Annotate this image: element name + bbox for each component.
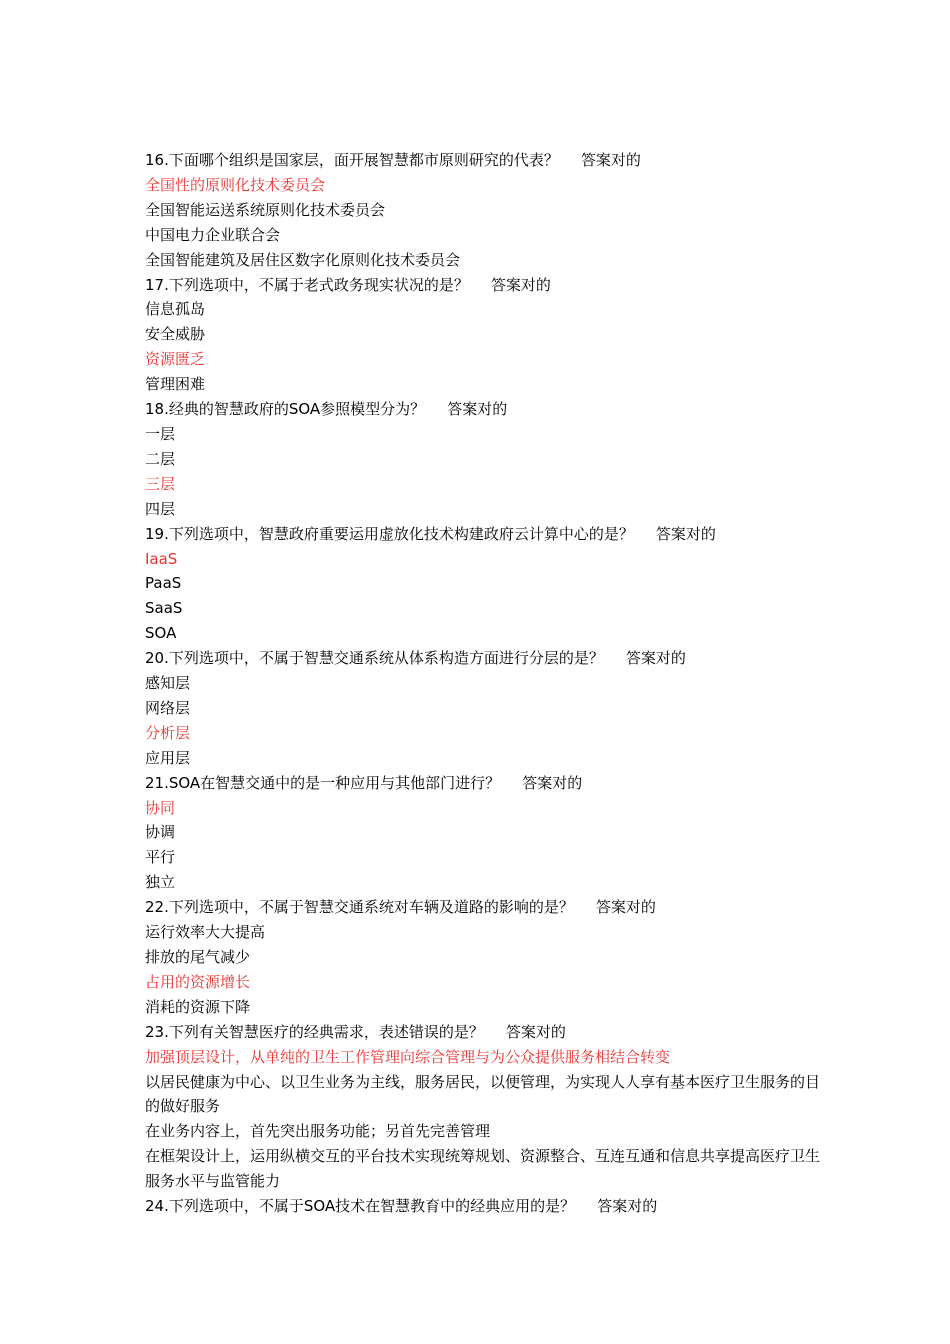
question-text: 24.下列选项中，不属于SOA技术在智慧教育中的经典应用的是？ (145, 1197, 576, 1216)
option: 一层 (145, 424, 176, 443)
question-text: 22.下列选项中，不属于智慧交通系统对车辆及道路的影响的是？ (145, 898, 574, 917)
question-text: 23.下列有关智慧医疗的经典需求，表述错误的是？ (145, 1022, 484, 1041)
option: 网络层 (145, 698, 191, 717)
option-correct: IaaS (145, 549, 178, 568)
option: 运行效率大大提高 (145, 923, 266, 942)
quiz-content (145, 148, 825, 1219)
option: SaaS (145, 599, 183, 618)
option: 安全威胁 (145, 325, 206, 344)
question-text: 17.下列选项中，不属于老式政务现实状况的是？ (145, 275, 469, 294)
option: 管理困难 (145, 375, 206, 394)
answer-tag: 答案对的 (655, 524, 716, 543)
question-text: 19.下列选项中，智慧政府重要运用虚放化技术构建政府云计算中心的是？ (145, 524, 634, 543)
option: 排放的尾气减少 (145, 948, 251, 966)
question-text: 20.下列选项中，不属于智慧交通系统从体系构造方面进行分层的是？ (145, 649, 604, 668)
question-6 (145, 771, 825, 796)
option-correct: 加强顶层设计，从单纯的卫生工作管理向综合管理与为公众提供服务相结合转变 (145, 1047, 671, 1066)
question-2 (145, 273, 825, 298)
option-correct: 协同 (145, 798, 176, 817)
answer-tag: 答案对的 (595, 898, 656, 917)
question-text: 16.下面哪个组织是国家层，面开展智慧都市原则研究的代表？ (145, 151, 559, 169)
option-correct: 全国性的原则化技术委员会 (145, 175, 326, 194)
option: 消耗的资源下降 (145, 997, 251, 1016)
question-4 (145, 522, 825, 547)
question-text: 21.SOA在智慧交通中的是一种应用与其他部门进行？ (145, 773, 501, 792)
option: 在框架设计上，运用纵横交互的平台技术实现统筹规划、资源整合、互连互通和信息共享提高医疗卫生服务水平与监管能力 (145, 1147, 821, 1191)
option: 全国智能建筑及居住区数字化原则化技术委员会 (145, 250, 461, 269)
answer-tag: 答案对的 (597, 1197, 658, 1216)
option: 以居民健康为中心、以卫生业务为主线，服务居民，以便管理，为实现人人享有基本医疗卫生服务的目的做好服务 (145, 1072, 821, 1116)
question-9 (145, 1194, 825, 1219)
option: 独立 (145, 873, 176, 892)
option-correct: 资源匮乏 (145, 350, 206, 369)
question-text: 18.经典的智慧政府的SOA参照模型分为？ (145, 400, 426, 419)
option: 平行 (145, 848, 176, 867)
answer-tag: 答案对的 (447, 400, 508, 419)
question-5 (145, 646, 825, 671)
option: 四层 (145, 499, 176, 518)
question-3 (145, 397, 825, 422)
option: 应用层 (145, 748, 191, 767)
option: 协调 (145, 823, 176, 842)
question-7 (145, 895, 825, 920)
option: 在业务内容上，首先突出服务功能；另首先完善管理 (145, 1122, 491, 1141)
option: 全国智能运送系统原则化技术委员会 (145, 200, 386, 219)
option: 感知层 (145, 674, 191, 693)
option: SOA (145, 624, 177, 643)
question-1 (145, 148, 825, 173)
option: PaaS (145, 574, 182, 593)
answer-tag: 答案对的 (522, 773, 583, 792)
option: 二层 (145, 449, 176, 468)
answer-tag: 答案对的 (625, 649, 686, 668)
option: 信息孤岛 (145, 300, 206, 319)
option: 中国电力企业联合会 (145, 225, 281, 244)
option-correct: 三层 (145, 474, 176, 493)
answer-tag: 答案对的 (490, 275, 551, 294)
option-correct: 分析层 (145, 723, 191, 742)
answer-tag: 答案对的 (580, 151, 641, 169)
question-8 (145, 1020, 825, 1045)
option-correct: 占用的资源增长 (145, 972, 251, 991)
answer-tag: 答案对的 (505, 1022, 566, 1041)
